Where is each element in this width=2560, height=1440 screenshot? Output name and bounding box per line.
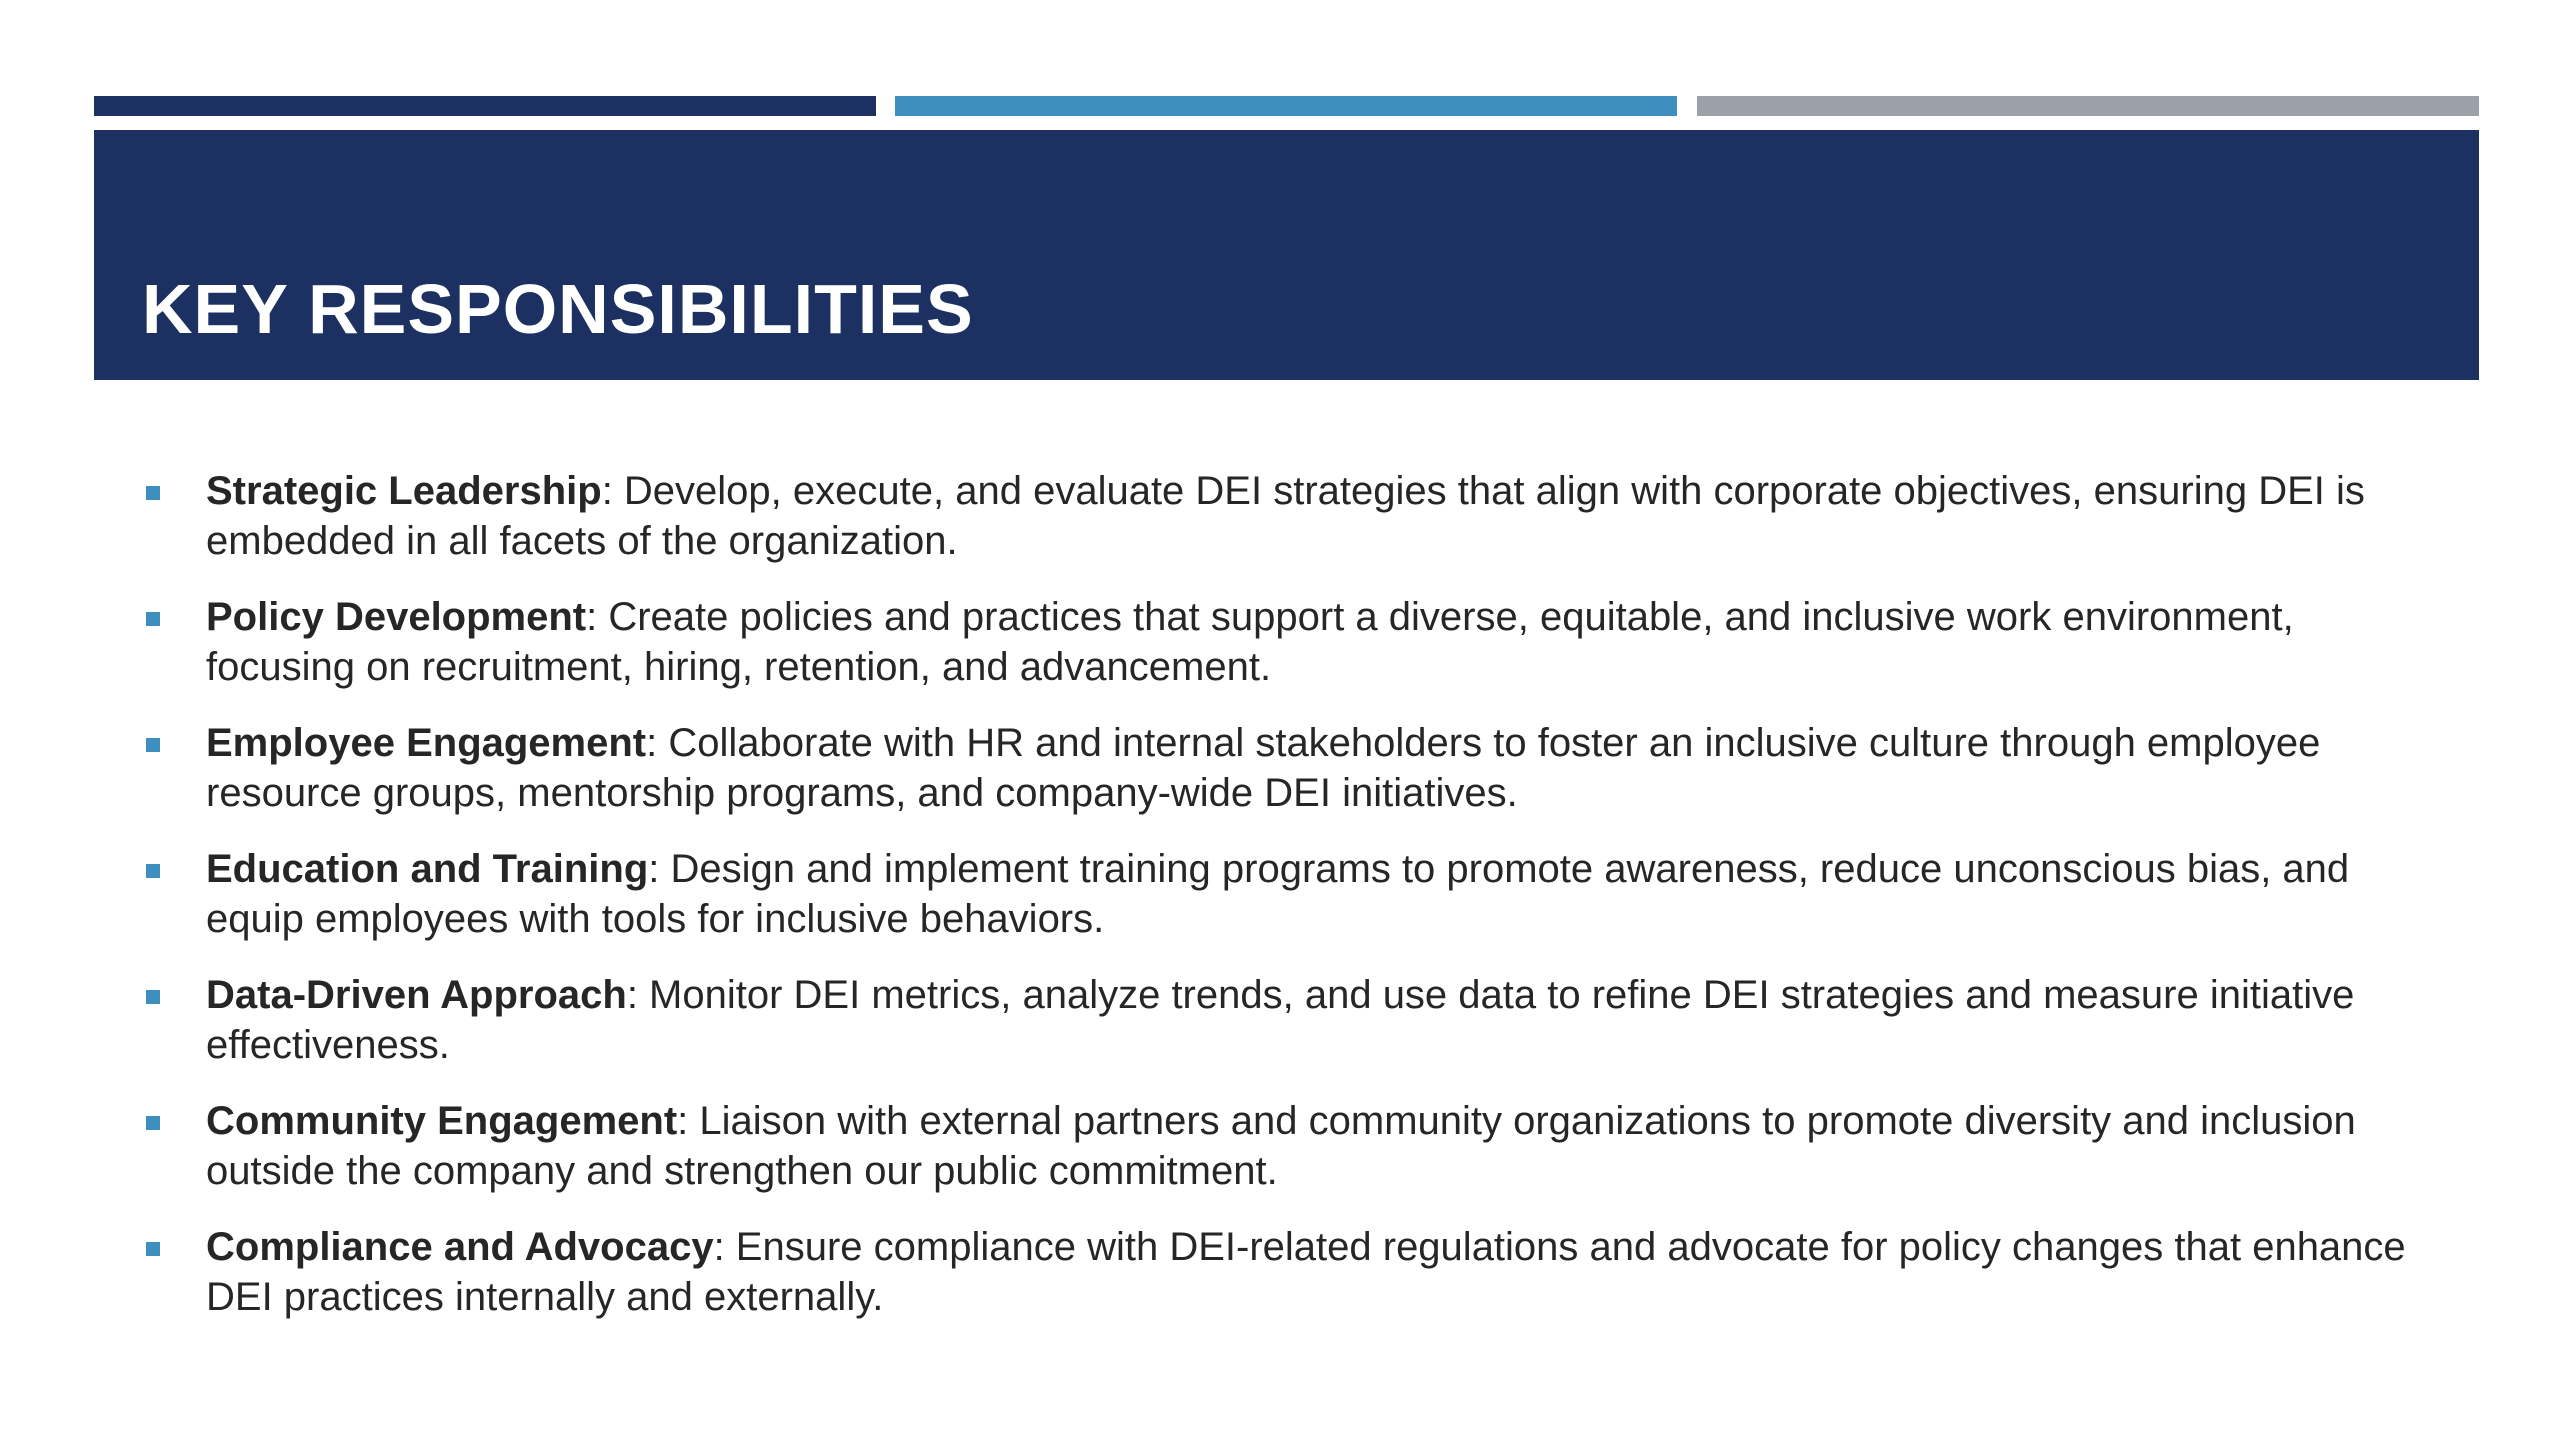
bullet-text: : Collaborate with HR and internal stakeholders to foster an inclusive culture through employee resource groups, mentorship programs, and company-wide DEI initiatives. bbox=[206, 721, 2321, 815]
bullet-item[interactable] bbox=[144, 1222, 2444, 1322]
bullet-term: Employee Engagement bbox=[206, 721, 647, 765]
bullet-term: Community Engagement bbox=[206, 1099, 678, 1143]
bullet-item[interactable] bbox=[144, 592, 2444, 692]
bullet-text: : Design and implement training programs to promote awareness, reduce unconscious bias, and equip employees with tools for inclusive behaviors. bbox=[206, 847, 2350, 941]
bullet-text: : Develop, execute, and evaluate DEI strategies that align with corporate objectives, ensuring DEI is embedded in all facets of the organization. bbox=[206, 469, 2365, 563]
square-bullet-icon bbox=[146, 990, 160, 1004]
bullet-term: Strategic Leadership bbox=[206, 469, 602, 513]
accent-bar-gray bbox=[1697, 96, 2479, 116]
bullet-item[interactable] bbox=[144, 1096, 2444, 1196]
bullet-term: Policy Development bbox=[206, 595, 587, 639]
bullet-item[interactable] bbox=[144, 970, 2444, 1070]
square-bullet-icon bbox=[146, 738, 160, 752]
bullet-item[interactable] bbox=[144, 718, 2444, 818]
slide-title[interactable]: KEY RESPONSIBILITIES bbox=[142, 270, 974, 348]
bullet-item[interactable] bbox=[144, 844, 2444, 944]
square-bullet-icon bbox=[146, 864, 160, 878]
bullet-text: : Ensure compliance with DEI-related regulations and advocate for policy changes that enhance DEI practices internally and externally. bbox=[206, 1225, 2406, 1319]
accent-bar-blue bbox=[895, 96, 1677, 116]
square-bullet-icon bbox=[146, 1242, 160, 1256]
bullet-text: : Monitor DEI metrics, analyze trends, and use data to refine DEI strategies and measure initiative effectiveness. bbox=[206, 973, 2355, 1067]
bullet-text: : Liaison with external partners and community organizations to promote diversity and inclusion outside the company and strengthen our public commitment. bbox=[206, 1099, 2356, 1193]
square-bullet-icon bbox=[146, 486, 160, 500]
bullet-text: : Create policies and practices that support a diverse, equitable, and inclusive work environment, focusing on recruitment, hiring, retention, and advancement. bbox=[206, 595, 2294, 689]
bullet-list bbox=[144, 466, 2444, 1348]
bullet-item[interactable] bbox=[144, 466, 2444, 566]
square-bullet-icon bbox=[146, 1116, 160, 1130]
title-band bbox=[94, 130, 2479, 380]
accent-bar-dark bbox=[94, 96, 876, 116]
square-bullet-icon bbox=[146, 612, 160, 626]
bullet-term: Data-Driven Approach bbox=[206, 973, 627, 1017]
bullet-term: Compliance and Advocacy bbox=[206, 1225, 714, 1269]
bullet-term: Education and Training bbox=[206, 847, 649, 891]
